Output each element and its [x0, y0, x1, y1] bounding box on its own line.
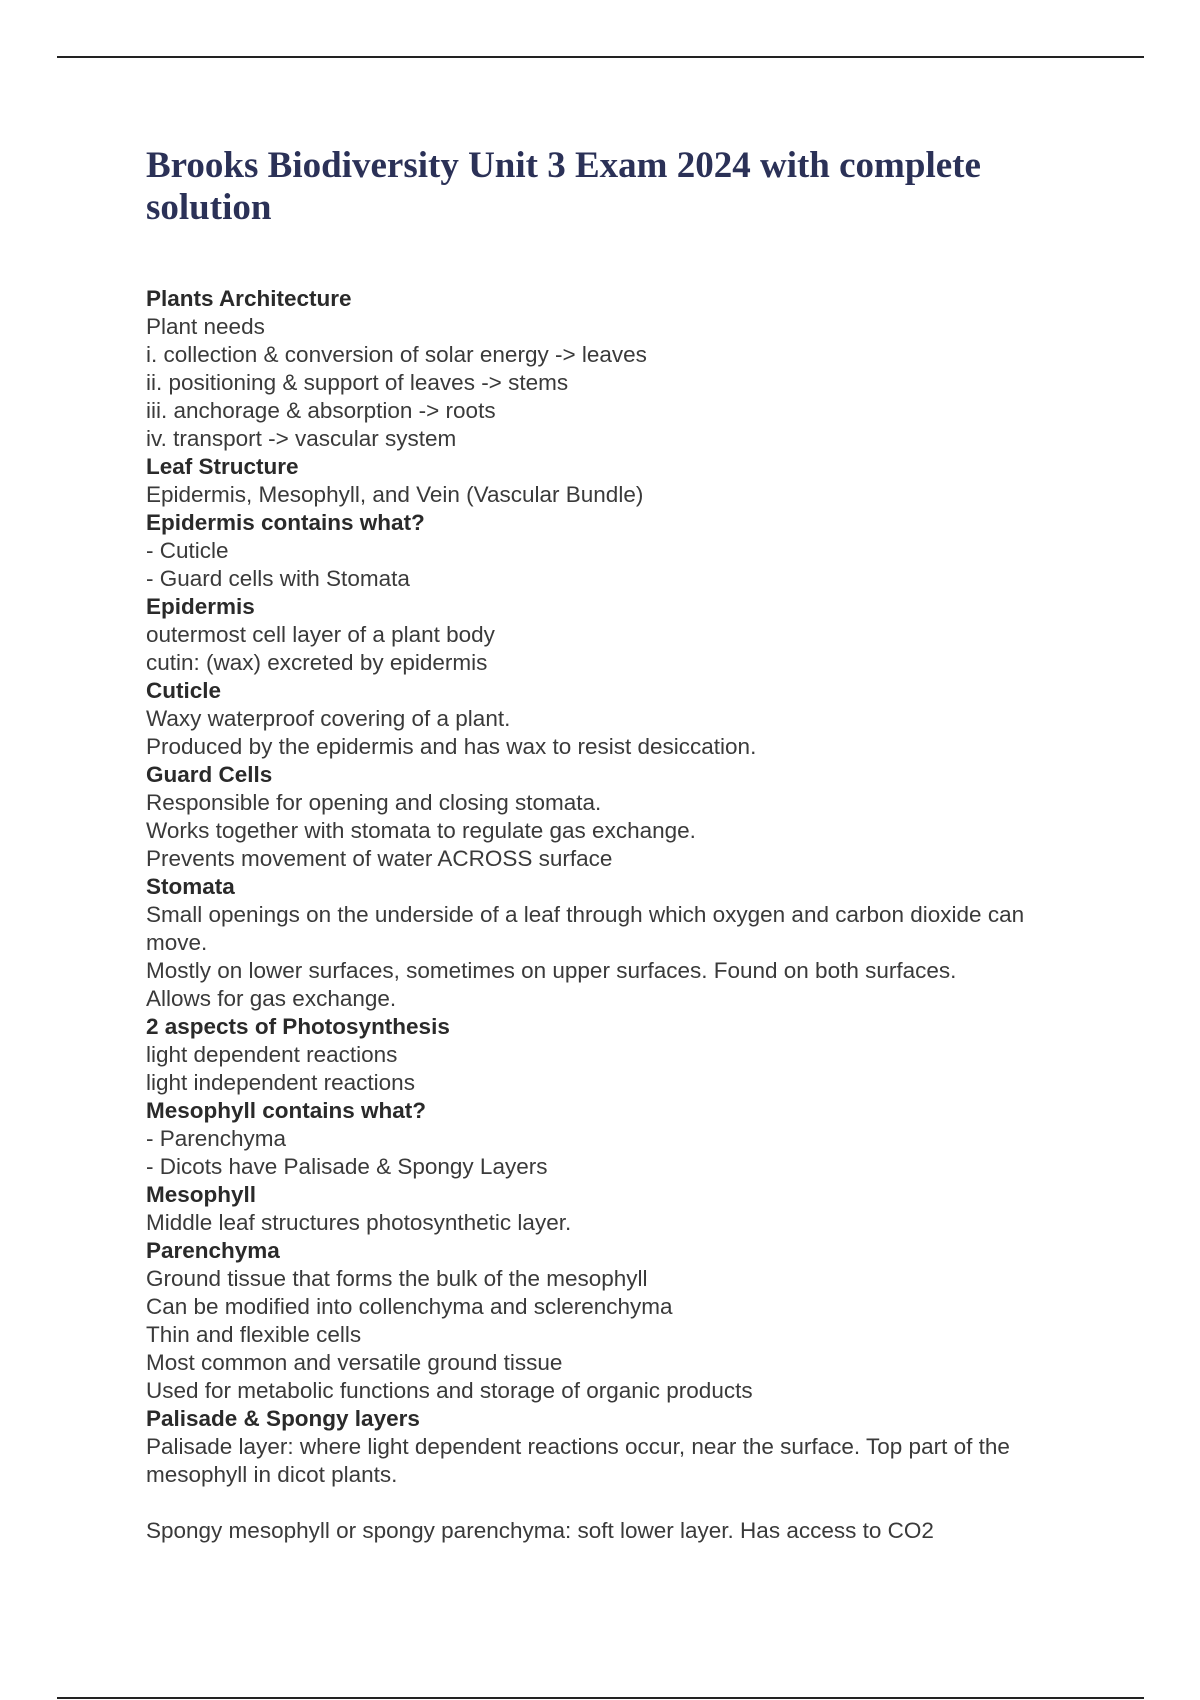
definition-line: Spongy mesophyll or spongy parenchyma: soft lower layer. Has access to CO2 — [146, 1518, 934, 1543]
term-heading: Leaf Structure — [146, 454, 299, 479]
definition-line: iv. transport -> vascular system — [146, 426, 457, 451]
definition-line: - Cuticle — [146, 538, 229, 563]
definition-line: Waxy waterproof covering of a plant. — [146, 706, 511, 731]
term-heading: Plants Architecture — [146, 286, 352, 311]
term-heading: Palisade & Spongy layers — [146, 1406, 420, 1431]
term-heading: Stomata — [146, 874, 235, 899]
definition-line: Works together with stomata to regulate gas exchange. — [146, 818, 696, 843]
definition-line: Prevents movement of water ACROSS surface — [146, 846, 613, 871]
definition-line: Most common and versatile ground tissue — [146, 1350, 563, 1375]
definition-line: Middle leaf structures photosynthetic layer. — [146, 1210, 572, 1235]
top-rule — [57, 56, 1144, 58]
definition-line: iii. anchorage & absorption -> roots — [146, 398, 496, 423]
definition-line: light independent reactions — [146, 1070, 415, 1095]
definition-line: light dependent reactions — [146, 1042, 398, 1067]
term-heading: Cuticle — [146, 678, 222, 703]
definition-line: - Guard cells with Stomata — [146, 566, 410, 591]
definition-line: Ground tissue that forms the bulk of the mesophyll — [146, 1266, 648, 1291]
term-heading: Epidermis contains what? — [146, 510, 425, 535]
definition-line: Small openings on the underside of a leaf through which oxygen and carbon dioxide can move. — [146, 902, 1025, 955]
document-title: Brooks Biodiversity Unit 3 Exam 2024 with complete solution — [146, 145, 981, 228]
term-heading: Mesophyll contains what? — [146, 1098, 427, 1123]
term-heading: 2 aspects of Photosynthesis — [146, 1014, 450, 1039]
term-heading: Mesophyll — [146, 1182, 257, 1207]
definition-line: Responsible for opening and closing stomata. — [146, 790, 602, 815]
flashcard-list — [146, 285, 1076, 1545]
definition-line: outermost cell layer of a plant body — [146, 622, 495, 647]
definition-line: - Parenchyma — [146, 1126, 287, 1151]
definition-line: Produced by the epidermis and has wax to resist desiccation. — [146, 734, 757, 759]
blank-line — [146, 1489, 1076, 1517]
bottom-rule — [57, 1697, 1144, 1699]
definition-line: ii. positioning & support of leaves -> stems — [146, 370, 569, 395]
term-heading: Epidermis — [146, 594, 255, 619]
definition-line: i. collection & conversion of solar energy -> leaves — [146, 342, 647, 367]
definition-line: Can be modified into collenchyma and sclerenchyma — [146, 1294, 673, 1319]
definition-line: - Dicots have Palisade & Spongy Layers — [146, 1154, 548, 1179]
definition-line: Mostly on lower surfaces, sometimes on upper surfaces. Found on both surfaces. — [146, 958, 957, 983]
definition-line: Epidermis, Mesophyll, and Vein (Vascular Bundle) — [146, 482, 644, 507]
definition-line: Thin and flexible cells — [146, 1322, 362, 1347]
definition-line: cutin: (wax) excreted by epidermis — [146, 650, 488, 675]
term-heading: Guard Cells — [146, 762, 273, 787]
definition-line: Palisade layer: where light dependent reactions occur, near the surface. Top part of the mesophyll in dicot plants. — [146, 1434, 1010, 1487]
definition-line: Allows for gas exchange. — [146, 986, 397, 1011]
definition-line: Plant needs — [146, 314, 265, 339]
term-heading: Parenchyma — [146, 1238, 280, 1263]
definition-line: Used for metabolic functions and storage of organic products — [146, 1378, 753, 1403]
